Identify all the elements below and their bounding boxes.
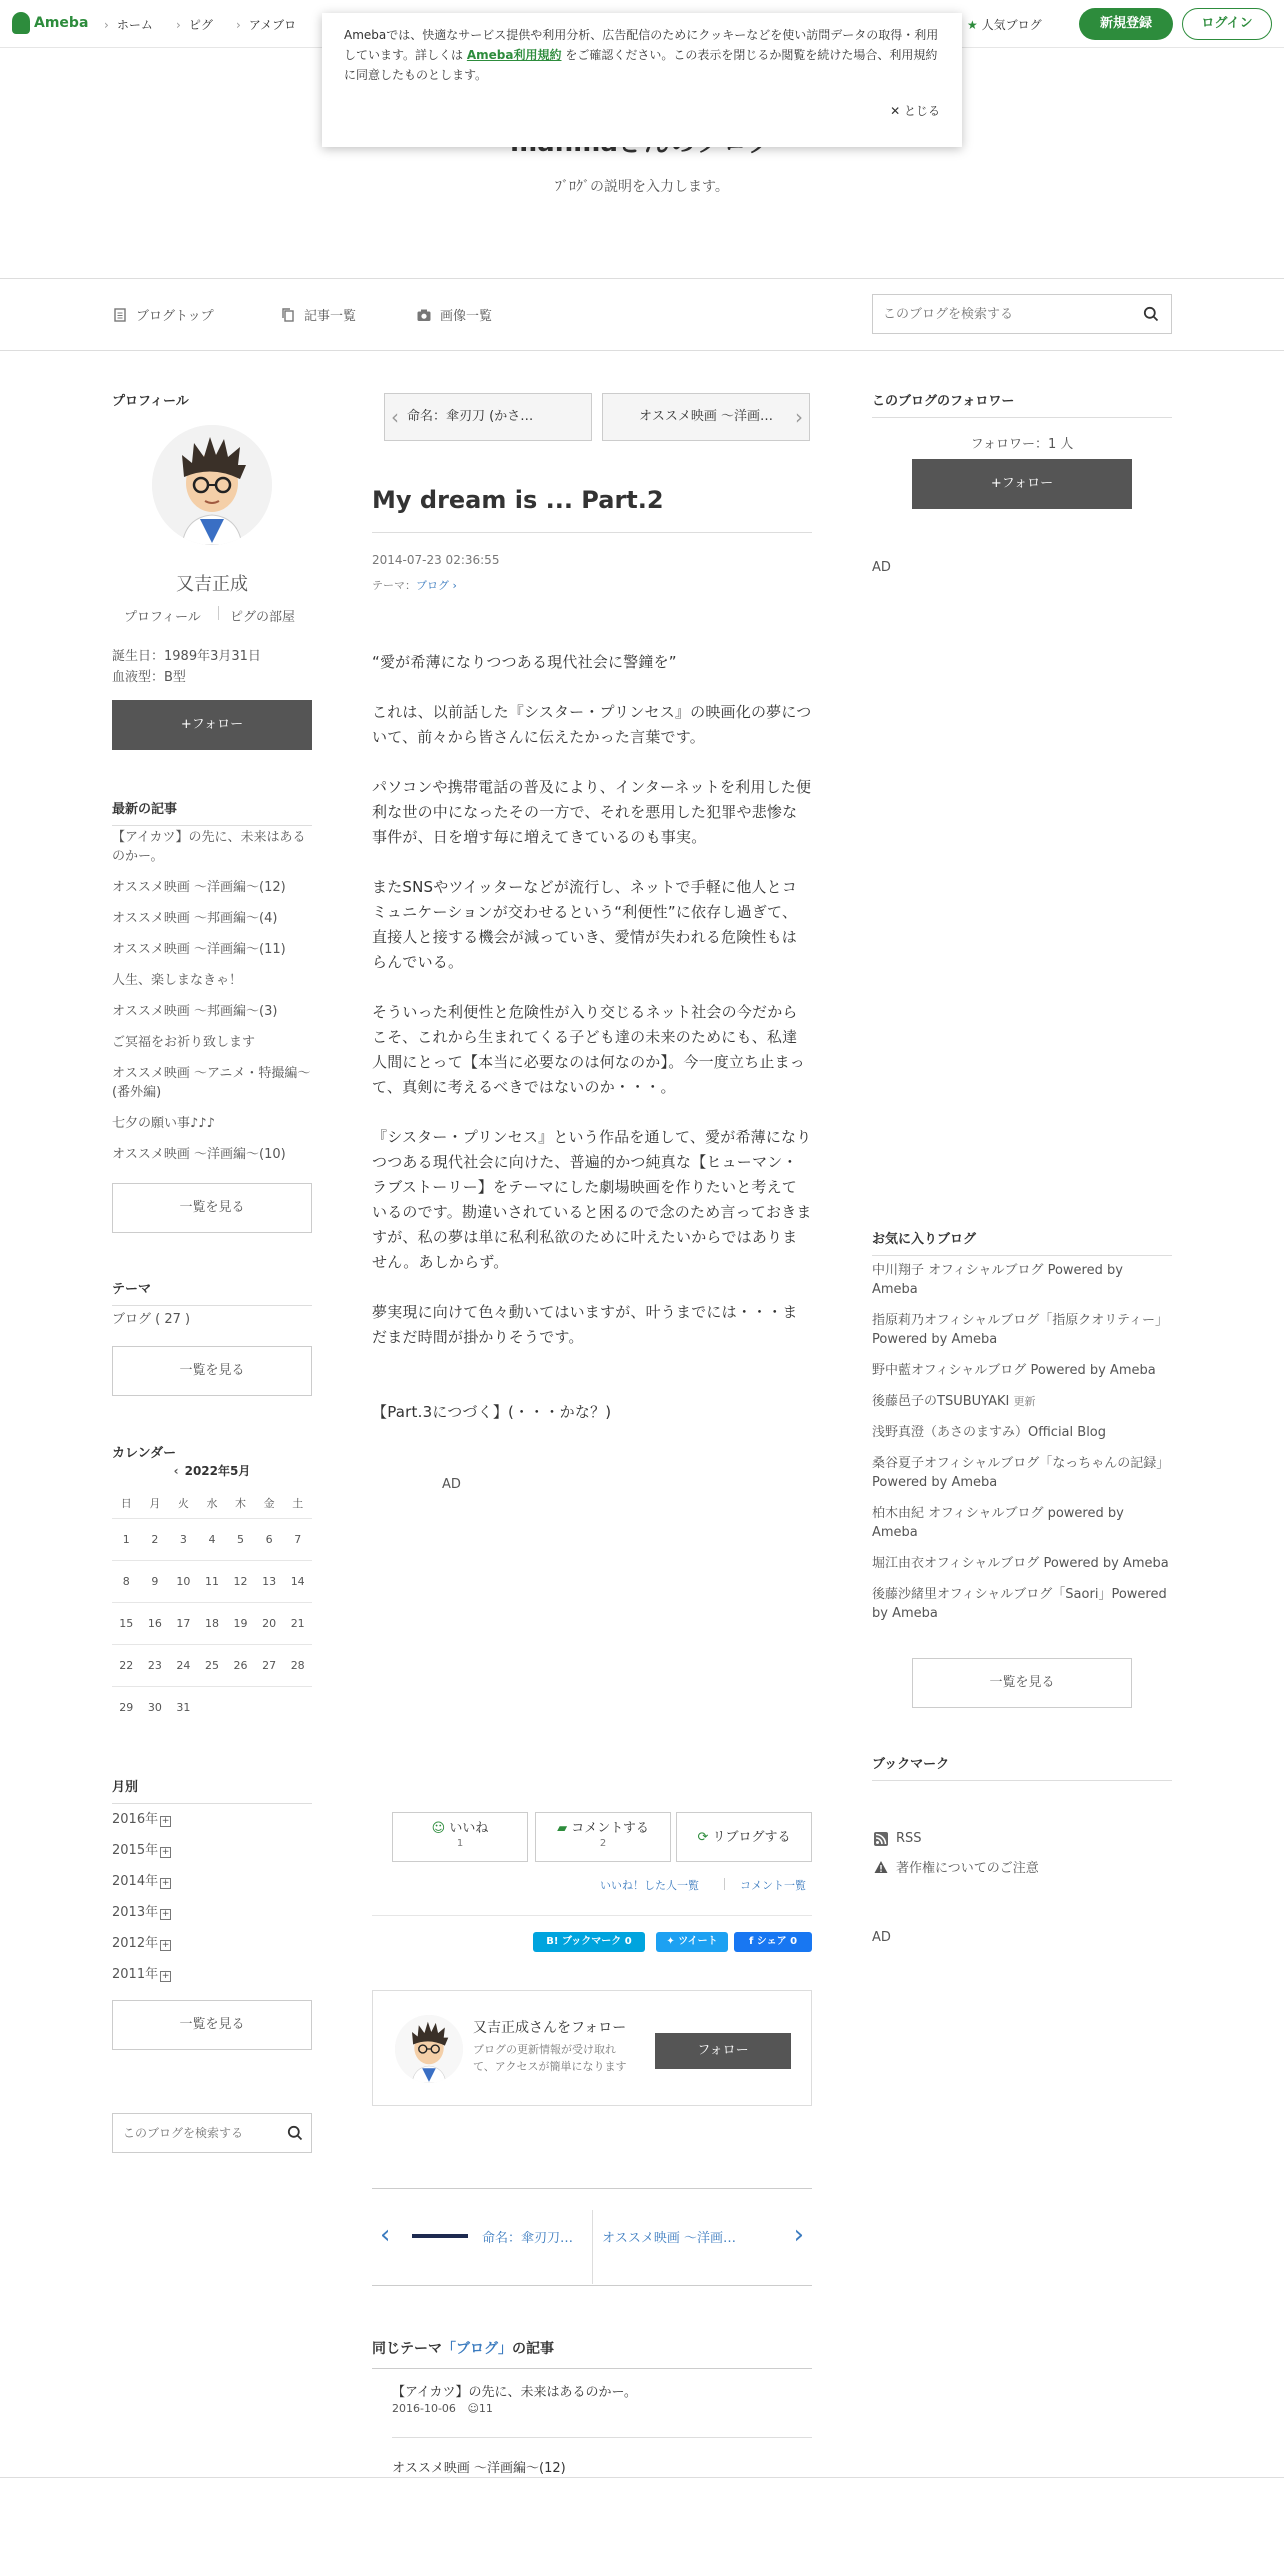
nav-blog-top-label: ブログトップ <box>136 309 214 324</box>
same-theme-likes: 11 <box>478 2402 493 2415</box>
bottom-prev-entry[interactable] <box>372 2210 592 2264</box>
calendar-day <box>283 1686 312 1728</box>
calendar-day: 1 <box>112 1518 141 1560</box>
nav-images-label: 画像一覧 <box>440 309 493 324</box>
recent-item[interactable]: オススメ映画 ～邦画編～(3) <box>112 1004 278 1019</box>
calendar-day: 12 <box>226 1560 255 1602</box>
profile-name[interactable]: 又吉正成 <box>176 574 248 595</box>
popular-blog-label: 人気ブログ <box>981 18 1042 32</box>
calendar-day: 26 <box>226 1644 255 1686</box>
close-label: とじる <box>903 104 940 118</box>
calendar-day: 14 <box>283 1560 312 1602</box>
weekday: 土 <box>283 1488 312 1518</box>
hatena-count: 0 <box>624 1936 632 1947</box>
month-item[interactable] <box>112 1872 312 1891</box>
nav-images[interactable] <box>416 305 492 324</box>
profile-link[interactable]: プロフィール <box>124 610 201 625</box>
follow-box <box>372 1990 812 2106</box>
ad-label: AD <box>872 560 891 575</box>
entry-paragraph: 『シスター・プリンセス』という作品を通して、愛が希薄になりつつある現代社会に向けた、普遍的かつ純真な【ヒューマン・ラブストーリー】をテーマにした劇場映画を作りたいと考えているのです。勘違いされていると困るので念のため言っておきますが、私の夢は単に私利私欲のために叶えたいからではありません。あしからず。 <box>372 1128 812 1271</box>
favorites-heading: お気に入りブログ <box>872 1228 1172 1256</box>
side-search <box>112 2113 312 2153</box>
month-label: 2012年 <box>112 1936 159 1951</box>
profile-follow-button[interactable]: +フォロー <box>112 700 312 750</box>
recent-item[interactable]: オススメ映画 ～洋画編～(12) <box>112 880 286 895</box>
cookie-text: Amebaでは、快適なサービス提供や利用分析、広告配信のためにクッキーなどを使い訪問データの取得・利用しています。詳しくは <box>344 28 939 62</box>
followers-count[interactable]: フォロワー：1 人 <box>970 437 1074 452</box>
logo-text: Ameba <box>34 15 89 31</box>
same-theme-meta <box>392 2402 493 2415</box>
calendar-day: 17 <box>169 1602 198 1644</box>
calendar-month: 2022年5月 <box>184 1464 251 1478</box>
star-icon: ★ <box>967 18 978 32</box>
month-label: 2011年 <box>112 1967 159 1982</box>
comment-count: 2 <box>599 1838 607 1849</box>
rss-icon <box>874 1832 888 1846</box>
expand-icon[interactable]: + <box>161 1971 170 1981</box>
favorite-item[interactable]: 中川翔子 オフィシャルブログ Powered by Ameba <box>872 1263 1123 1297</box>
calendar-day: 18 <box>198 1602 227 1644</box>
same-theme-date: 2016-10-06 <box>392 2402 456 2415</box>
favorite-item[interactable]: 堀江由衣オフィシャルブログ Powered by Ameba <box>872 1556 1169 1571</box>
weekday: 月 <box>141 1488 170 1518</box>
calendar-day: 13 <box>255 1560 284 1602</box>
recent-item[interactable]: オススメ映画 ～洋画編～(10) <box>112 1147 286 1162</box>
blog-search <box>872 294 1172 334</box>
weekday: 火 <box>169 1488 198 1518</box>
tweet-button[interactable] <box>656 1932 728 1952</box>
liked-users-link[interactable]: いいね！した人一覧 <box>600 1879 699 1892</box>
calendar-day: 16 <box>141 1602 170 1644</box>
profile-heading: プロフィール <box>112 394 189 409</box>
favorite-item[interactable] <box>872 1392 1172 1411</box>
calendar-day: 19 <box>226 1602 255 1644</box>
prev-entry-button[interactable] <box>384 393 592 441</box>
copyright-notice-link[interactable] <box>874 1857 1039 1876</box>
chevron-left-icon: ‹ <box>380 2220 391 2250</box>
expand-icon[interactable]: + <box>161 1940 170 1950</box>
divider <box>372 2285 812 2286</box>
weekday: 水 <box>198 1488 227 1518</box>
document-icon <box>112 307 128 323</box>
calendar-day: 31 <box>176 1700 191 1714</box>
divider <box>372 532 812 533</box>
entry-datetime: 2014-07-23 02:36:55 <box>372 553 500 567</box>
separator <box>724 1878 725 1890</box>
calendar-day: 23 <box>141 1644 170 1686</box>
theme-link[interactable]: ブログ <box>416 579 449 592</box>
same-theme-post: の記事 <box>512 2341 554 2357</box>
calendar-day: 9 <box>141 1560 170 1602</box>
calendar-day <box>226 1686 255 1728</box>
terms-link[interactable]: Ameba利用規約 <box>466 48 562 62</box>
recent-item[interactable]: オススメ映画 ～邦画編～(4) <box>112 911 278 926</box>
recent-item[interactable]: 七夕の願い事♪♪♪ <box>112 1116 215 1131</box>
register-button[interactable]: 新規登録 <box>1079 8 1173 40</box>
calendar-day: 4 <box>198 1518 227 1560</box>
smile-icon: ☺ <box>467 2402 479 2415</box>
entry-theme <box>372 577 457 593</box>
month-item[interactable] <box>112 1934 312 1953</box>
profile-blood: 血液型：B型 <box>112 670 186 685</box>
same-theme-link[interactable]: 「ブログ」 <box>442 2341 512 2357</box>
followers-heading: このブログのフォロワー <box>872 390 1172 418</box>
calendar-day: 3 <box>169 1518 198 1560</box>
follow-box-desc: ブログの更新情報が受け取れて、アクセスが簡単になります <box>473 2043 627 2073</box>
cookie-banner <box>322 13 962 147</box>
entry-thumbnail <box>412 2226 468 2246</box>
favorite-item[interactable]: 後藤沙緒里オフィシャルブログ「Saori」Powered by Ameba <box>872 1587 1167 1621</box>
entry-paragraph: 夢実現に向けて色々動いてはいますが、叶うまでには・・・まだまだ時間が掛かりそうです。 <box>372 1303 798 1346</box>
ameba-frog-icon <box>12 12 30 34</box>
next-entry-button[interactable] <box>602 393 810 441</box>
calendar-day: 6 <box>255 1518 284 1560</box>
calendar-day: 30 <box>147 1700 162 1714</box>
month-item[interactable] <box>112 1965 312 1984</box>
avatar-illustration <box>395 2015 463 2083</box>
share-label: シェア <box>756 1936 787 1947</box>
nav-home[interactable]: › ホーム <box>104 16 153 33</box>
nav-entries-label: 記事一覧 <box>304 309 357 324</box>
profile-birthday: 誕生日：1989年3月31日 <box>112 649 261 664</box>
weekday: 木 <box>226 1488 255 1518</box>
cookie-close-button[interactable] <box>890 101 940 121</box>
month-item[interactable] <box>112 1841 312 1860</box>
month-item[interactable] <box>112 1903 312 1922</box>
calendar-day: 21 <box>283 1602 312 1644</box>
nav-pig[interactable]: › ピグ <box>176 16 213 33</box>
hatena-label: B! ブックマーク <box>546 1936 622 1947</box>
warning-icon <box>874 1860 888 1874</box>
recent-item[interactable]: オススメ映画 ～洋画編～(11) <box>112 942 286 957</box>
entry-body <box>372 650 812 1450</box>
nav-blog-top[interactable] <box>112 305 214 324</box>
comment-icon: ▰ <box>557 1821 568 1836</box>
entry-paragraph: そういった利便性と危険性が入り交じるネット社会の今だからこそ、これから生まれてくる子ども達の未来のためにも、私達人間にとって【本当に必要なのは何なのか】。今一度立ち止まって、真剣に考えるべきではないのか・・・。 <box>372 1003 806 1096</box>
follow-box-title: 又吉正成さんをフォロー <box>473 2020 627 2036</box>
nav-ameblo[interactable]: › アメブロ <box>236 16 296 33</box>
separator <box>218 606 219 620</box>
blog-search-input[interactable] <box>873 295 1123 333</box>
blog-description: ﾌﾞﾛｸﾞの説明を入力します。 <box>555 179 729 195</box>
search-icon[interactable] <box>287 2125 303 2141</box>
entry-title[interactable]: My dream is ... Part.2 <box>372 486 664 514</box>
reblog-button[interactable] <box>676 1812 812 1862</box>
theme-heading: テーマ <box>112 1278 312 1306</box>
recent-item[interactable]: ご冥福をお祈り致します <box>112 1035 256 1050</box>
facebook-share-button[interactable] <box>734 1932 812 1952</box>
calendar-day: 24 <box>169 1644 198 1686</box>
entry-paragraph: またSNSやツイッターなどが流行し、ネットで手軽に他人とコミュニケーションが交わせるという“利便性”に依存し過ぎて、直接人と接する機会が減っていき、愛情が失われる危険性もはらんでいる。 <box>372 878 798 971</box>
same-theme-heading <box>372 2338 812 2369</box>
bottom-next-title: オススメ映画 ～洋画… <box>602 2231 737 2246</box>
theme-item[interactable]: ブログ ( 27 ) <box>112 1312 191 1327</box>
month-label: 2016年 <box>112 1812 159 1827</box>
monthly-list <box>112 1810 312 1996</box>
bottom-next-entry[interactable] <box>600 2210 812 2264</box>
like-count: 1 <box>456 1838 464 1849</box>
avatar-illustration <box>152 425 272 545</box>
favorite-item[interactable]: 野中藍オフィシャルブログ Powered by Ameba <box>872 1363 1156 1378</box>
calendar-day: 10 <box>169 1560 198 1602</box>
calendar-day <box>255 1686 284 1728</box>
theme-label: テーマ： <box>372 579 416 592</box>
entry-paragraph: “愛が希薄になりつつある現代社会に警鐘を” <box>372 653 677 671</box>
rss-link[interactable] <box>874 1831 922 1846</box>
calendar-day: 7 <box>283 1518 312 1560</box>
prev-entry-title: 命名：傘刃刀 (かさ… <box>407 409 534 424</box>
nav-entries[interactable] <box>280 305 356 324</box>
same-theme-item[interactable]: オススメ映画 ～洋画編～(12) <box>392 2461 566 2476</box>
calendar-day: 25 <box>198 1644 227 1686</box>
calendar-month-nav <box>112 1462 312 1479</box>
divider <box>0 350 1284 351</box>
expand-icon[interactable]: + <box>161 1909 170 1919</box>
entry-paragraph: 【Part.3につづく】(・・・かな？) <box>372 1403 612 1421</box>
divider <box>372 2188 812 2189</box>
ad-label: AD <box>872 1930 891 1945</box>
chevron-right-icon: › <box>449 579 457 592</box>
next-entry-title: オススメ映画 ～洋画… <box>638 409 773 424</box>
chevron-left-icon: ‹ <box>391 405 399 429</box>
close-icon: ✕ <box>890 104 901 118</box>
tweet-label: ツイート <box>678 1936 718 1947</box>
recent-more-button[interactable]: 一覧を見る <box>112 1183 312 1233</box>
copyright-label: 著作権についてのご注意 <box>896 1861 1039 1876</box>
calendar-day: 28 <box>283 1644 312 1686</box>
month-label: 2015年 <box>112 1843 159 1858</box>
calendar-day: 29 <box>119 1700 134 1714</box>
facebook-icon: f <box>748 1936 754 1947</box>
popular-blog-link[interactable] <box>967 16 1042 33</box>
bottom-prev-title: 命名：傘刃刀… <box>482 2231 574 2246</box>
recent-list <box>112 828 312 1176</box>
favorite-item[interactable]: 桑谷夏子オフィシャルブログ「なっちゃんの記録」Powered by Ameba <box>872 1456 1170 1490</box>
twitter-bird-icon: ✦ <box>666 1936 675 1947</box>
monthly-more-button[interactable]: 一覧を見る <box>112 2000 312 2050</box>
like-label: いいね <box>449 1821 489 1836</box>
recent-item[interactable]: 【アイカツ】の先に、未来はあるのかー。 <box>112 830 306 864</box>
share-count: 0 <box>790 1936 798 1947</box>
entry-paragraph: パソコンや携帯電話の普及により、インターネットを利用した便利な世の中になったその一方で、それを悪用した犯罪や悲惨な事件が、日を増す毎に増えてきているのも事実。 <box>372 778 812 846</box>
chevron-left-icon[interactable]: ‹ <box>173 1464 179 1478</box>
hatena-bookmark-button[interactable] <box>533 1932 645 1952</box>
follow-avatar <box>395 2015 463 2083</box>
comment-button[interactable] <box>535 1812 671 1862</box>
rss-label: RSS <box>896 1831 922 1846</box>
cookie-text-2: をご確認ください。この表示を閉じるか閲覧を続けた場合、利用規約に同意したものとします。 <box>344 48 938 82</box>
separator <box>592 2210 593 2284</box>
calendar-day: 2 <box>141 1518 170 1560</box>
right-follow-button[interactable]: +フォロー <box>912 459 1132 509</box>
weekday: 金 <box>255 1488 284 1518</box>
camera-icon <box>416 307 432 323</box>
ameba-logo[interactable] <box>12 12 88 34</box>
favorite-item[interactable]: 指原莉乃オフィシャルブログ「指原クオリティー」Powered by Ameba <box>872 1313 1169 1347</box>
comment-list-link[interactable]: コメント一覧 <box>740 1879 806 1892</box>
monthly-heading: 月別 <box>112 1776 312 1804</box>
recent-heading: 最新の記事 <box>112 798 312 826</box>
calendar-heading: カレンダー <box>112 1446 177 1461</box>
profile-avatar[interactable] <box>152 425 272 545</box>
calendar-day: 8 <box>112 1560 141 1602</box>
smile-icon: ☺ <box>431 1821 446 1836</box>
month-item[interactable] <box>112 1810 312 1829</box>
favorites-more-button[interactable]: 一覧を見る <box>912 1658 1132 1708</box>
follow-box-button[interactable]: フォロー <box>655 2033 791 2069</box>
same-theme-item[interactable]: 【アイカツ】の先に、未来はあるのかー。 <box>392 2385 637 2400</box>
divider <box>372 1915 812 1916</box>
calendar-day <box>198 1686 227 1728</box>
ad-label: AD <box>442 1477 461 1492</box>
weekday: 日 <box>112 1488 141 1518</box>
theme-list <box>112 1310 312 1341</box>
calendar-day: 11 <box>198 1560 227 1602</box>
calendar-day: 22 <box>112 1644 141 1686</box>
reblog-icon: ⟳ <box>697 1830 709 1845</box>
theme-more-button[interactable]: 一覧を見る <box>112 1346 312 1396</box>
calendar-day: 20 <box>255 1602 284 1644</box>
expand-icon[interactable]: + <box>161 1878 170 1888</box>
side-search-input[interactable] <box>113 2114 273 2152</box>
calendar-day: 5 <box>226 1518 255 1560</box>
expand-icon[interactable]: + <box>161 1847 170 1857</box>
chevron-right-icon: › <box>793 2220 804 2250</box>
like-button[interactable] <box>392 1812 528 1862</box>
updated-badge: 更新 <box>1013 1395 1036 1408</box>
calendar-day: 27 <box>255 1644 284 1686</box>
recent-item[interactable]: オススメ映画 ～アニメ・特撮編～(番外編) <box>112 1066 311 1100</box>
search-icon[interactable] <box>1143 306 1159 322</box>
comment-label: コメントする <box>571 1821 649 1836</box>
chevron-right-icon: › <box>795 405 803 429</box>
month-label: 2013年 <box>112 1905 159 1920</box>
expand-icon[interactable]: + <box>161 1816 170 1826</box>
pig-room-link[interactable]: ピグの部屋 <box>230 610 296 625</box>
divider <box>0 2477 1284 2478</box>
calendar-day: 15 <box>112 1602 141 1644</box>
reblog-label: リブログする <box>712 1830 791 1845</box>
recent-item[interactable]: 人生、楽しまなきゃ！ <box>112 973 243 988</box>
favorite-item[interactable]: 柏木由紀 オフィシャルブログ powered by Ameba <box>872 1506 1124 1540</box>
favorite-title: 後藤邑子のTSUBUYAKI <box>872 1394 1010 1409</box>
favorite-item[interactable]: 浅野真澄（あさのますみ）Official Blog <box>872 1425 1107 1440</box>
login-button[interactable]: ログイン <box>1182 8 1272 40</box>
same-theme-pre: 同じテーマ <box>372 2341 442 2357</box>
calendar-table <box>112 1488 312 1728</box>
divider <box>0 278 1284 279</box>
month-label: 2014年 <box>112 1874 159 1889</box>
copy-icon <box>280 307 296 323</box>
divider <box>392 2437 812 2438</box>
entry-paragraph: これは、以前話した『シスター・プリンセス』の映画化の夢について、前々から皆さんに伝えたかった言葉です。 <box>372 703 812 746</box>
favorites-list <box>872 1261 1172 1635</box>
bookmark-heading: ブックマーク <box>872 1753 1172 1781</box>
